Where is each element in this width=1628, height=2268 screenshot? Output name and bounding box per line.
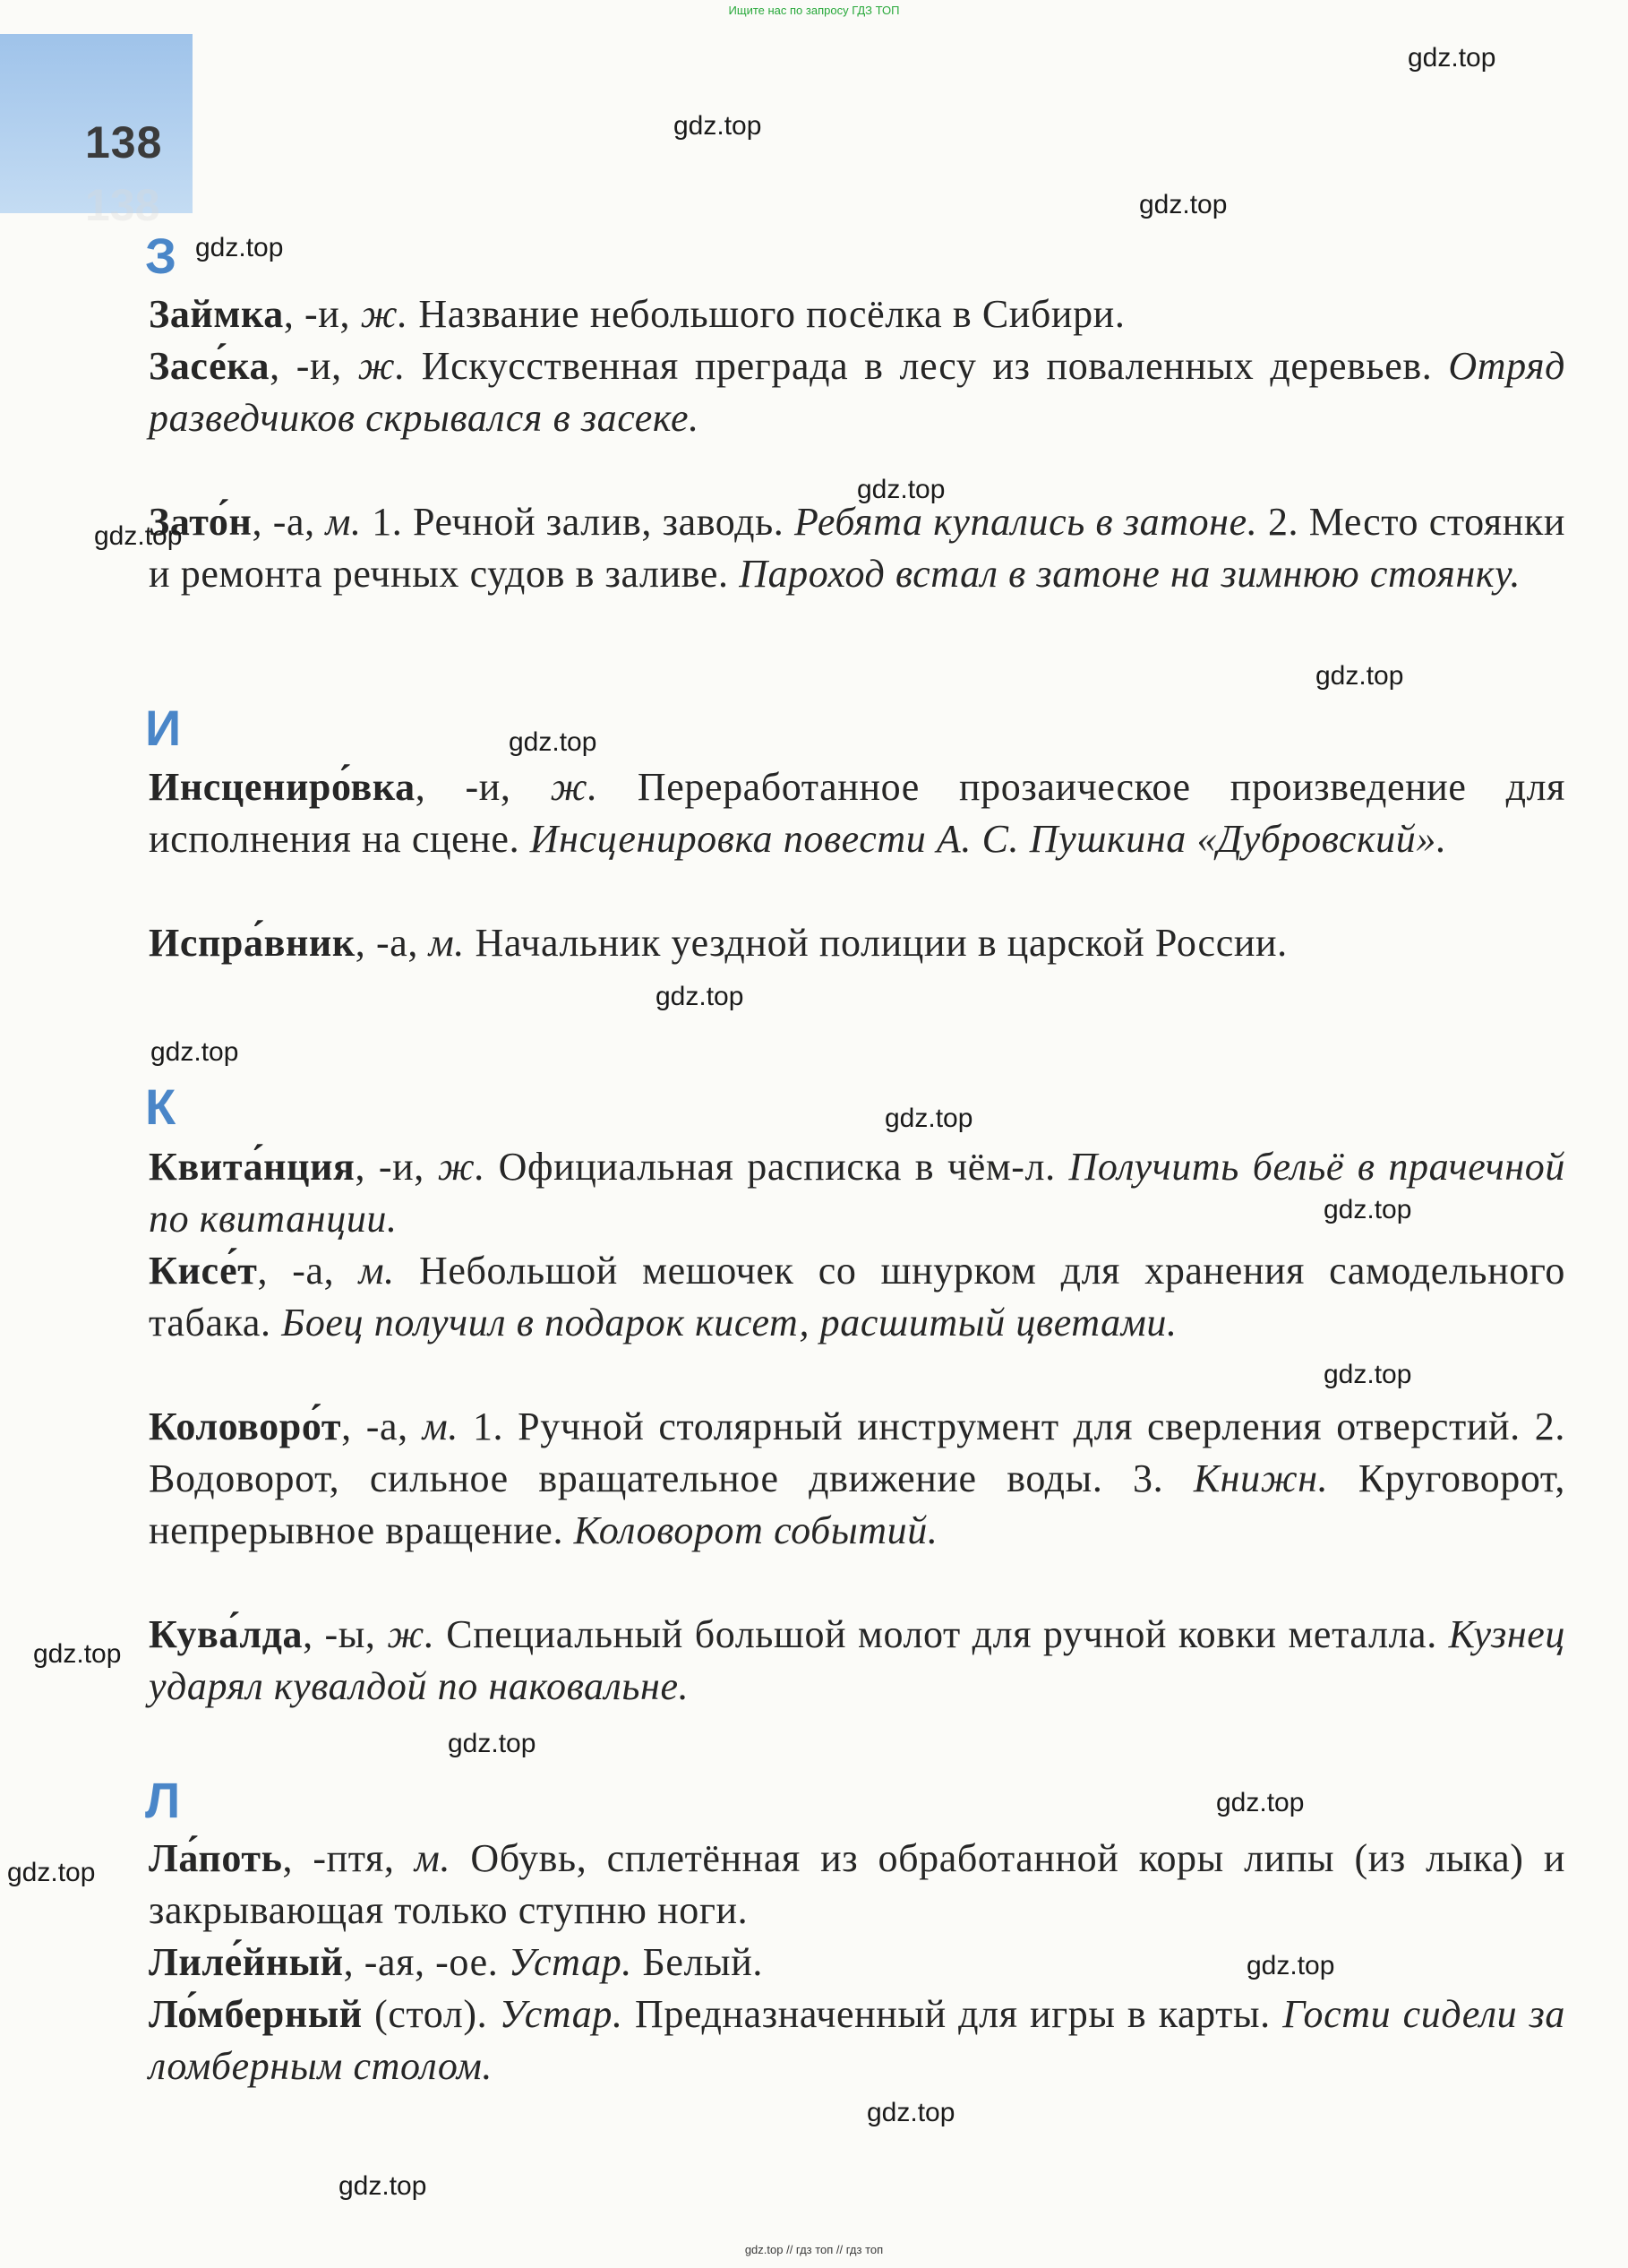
definition: Небольшой мешочек со шнурком для хранения самодельного табака.: [149, 1249, 1565, 1344]
example: Отряд разведчиков скрывался в засеке.: [149, 344, 1565, 440]
entry-lapot: [149, 1833, 1565, 1937]
watermark-text: gdz.top: [1324, 1360, 1412, 1389]
definition: Название небольшого посёлка в Сибири.: [407, 292, 1126, 336]
definition-2: Круговорот, непрерывное вращение.: [149, 1456, 1565, 1552]
headword: Засе́ка: [149, 344, 270, 388]
footer-links[interactable]: gdz.top // гдз топ // гдз топ: [744, 2243, 884, 2256]
watermark-text: gdz.top: [448, 1729, 536, 1758]
watermark-text: gdz.top: [1216, 1788, 1305, 1817]
headword: Испра́вник: [149, 921, 356, 965]
entry-ispravnik: [149, 917, 1565, 969]
definition: Начальник уездной полиции в царской России.: [464, 921, 1288, 965]
section-letter-z: З: [145, 228, 177, 284]
entry-inscenirovka: [149, 761, 1565, 865]
grammar-note: , -ая, -ое.: [343, 1940, 509, 1984]
definition: Предназначенный для игры в карты.: [622, 1992, 1283, 2036]
definition: 1. Ручной столярный инструмент для сверления отверстий. 2. Водоворот, сильное вращательное движение воды. 3.: [149, 1405, 1565, 1500]
example-2: Коловорот событий.: [573, 1508, 938, 1552]
gender-mark: м.: [358, 1249, 395, 1293]
watermark-text: gdz.top: [150, 1037, 239, 1067]
watermark-text: gdz.top: [867, 2098, 955, 2127]
gender-mark: ж.: [357, 344, 406, 388]
entry-kuvalda: [149, 1609, 1565, 1713]
watermark-text: gdz.top: [195, 233, 284, 262]
gender-mark: ж.: [387, 1612, 435, 1656]
grammar-note: , -птя,: [282, 1836, 415, 1880]
gender-mark: ж.: [550, 765, 598, 809]
gender-mark: м.: [422, 1405, 458, 1448]
watermark-text: gdz.top: [338, 2171, 427, 2201]
gender-mark: м.: [325, 500, 362, 544]
watermark-text: gdz.top: [1408, 43, 1496, 73]
grammar-note: , -и,: [283, 292, 361, 336]
example: Кузнец ударял кувалдой по наковальне.: [149, 1612, 1565, 1708]
grammar-note: , -а,: [257, 1249, 359, 1293]
watermark-text: gdz.top: [857, 475, 946, 504]
grammar-note: , -ы,: [303, 1612, 388, 1656]
entry-zaton: [149, 496, 1565, 600]
headword: Займка: [149, 292, 284, 336]
watermark-text: gdz.top: [885, 1104, 973, 1133]
definition: Специальный большой молот для ручной ковки металла.: [434, 1612, 1449, 1656]
section-letter-l: Л: [145, 1772, 181, 1828]
headword: Ло́мберный: [149, 1992, 363, 2036]
gender-mark: ж.: [360, 292, 408, 336]
entry-lileiny: [149, 1937, 1565, 1989]
watermark-text: gdz.top: [509, 727, 597, 757]
watermark-text: gdz.top: [94, 521, 183, 551]
gender-mark: ж.: [437, 1145, 485, 1189]
headword: Зато́н: [149, 500, 253, 544]
headword: Кисе́т: [149, 1249, 258, 1293]
definition: Переработанное прозаическое произведение для исполнения на сцене.: [149, 765, 1565, 861]
watermark-text: gdz.top: [1247, 1951, 1335, 1980]
definition-2: 2. Место стоянки и ремонта речных судов в заливе.: [149, 500, 1565, 596]
grammar-note: , -и,: [355, 1145, 438, 1189]
definition: Белый.: [631, 1940, 763, 1984]
gender-mark: м.: [414, 1836, 451, 1880]
example-2: Пароход встал в затоне на зимнюю стоянку.: [739, 552, 1521, 596]
top-search-hint[interactable]: Ищите нас по запросу ГДЗ ТОП: [728, 4, 900, 17]
definition: Официальная расписка в чём-л.: [484, 1145, 1069, 1189]
entry-kvitanciya: [149, 1141, 1565, 1245]
section-letter-k: К: [145, 1078, 176, 1135]
grammar-note: , -а,: [252, 500, 326, 544]
headword: Коловоро́т: [149, 1405, 342, 1448]
watermark-text: gdz.top: [1315, 661, 1404, 691]
entry-zaimka: [149, 288, 1565, 340]
example: Инсценировка повести А. С. Пушкина «Дубровский».: [529, 817, 1447, 861]
entry-kolovorot: [149, 1401, 1565, 1557]
watermark-text: gdz.top: [655, 982, 744, 1011]
watermark-text: gdz.top: [1139, 190, 1228, 219]
bleed-through-page-number: 138: [85, 180, 160, 230]
entry-lomberny: [149, 1989, 1565, 2092]
watermark-text: gdz.top: [7, 1858, 96, 1887]
style-mark: Устар.: [508, 1940, 632, 1984]
definition: Обувь, сплетённая из обработанной коры липы (из лыка) и закрывающая только ступню ноги.: [149, 1836, 1565, 1932]
definition: Искусственная преграда в лесу из поваленных деревьев.: [405, 344, 1449, 388]
example: Книжн.: [1193, 1456, 1329, 1500]
example: Боец получил в подарок кисет, расшитый цветами.: [281, 1301, 1178, 1344]
gender-mark: м.: [428, 921, 465, 965]
section-letter-i: И: [145, 700, 182, 756]
headword: Кува́лда: [149, 1612, 304, 1656]
grammar-note: (стол).: [362, 1992, 500, 2036]
watermark-text: gdz.top: [33, 1639, 122, 1669]
grammar-note: , -а,: [341, 1405, 423, 1448]
example: Гости сидели за ломберным столом.: [149, 1992, 1565, 2088]
headword: Ла́поть: [149, 1836, 283, 1880]
example: Получить бельё в прачечной по квитанции.: [149, 1145, 1565, 1241]
example: Ребята купались в затоне.: [793, 500, 1258, 544]
definition: 1. Речной залив, заводь.: [361, 500, 794, 544]
headword: Квита́нция: [149, 1145, 356, 1189]
grammar-note: , -и,: [415, 765, 551, 809]
headword: Инсцениро́вка: [149, 765, 416, 809]
watermark-text: gdz.top: [1324, 1195, 1412, 1224]
grammar-note: , -и,: [270, 344, 358, 388]
page-number: 138: [85, 117, 163, 168]
style-mark: Устар.: [499, 1992, 623, 2036]
headword: Лиле́йный: [149, 1940, 344, 1984]
grammar-note: , -а,: [355, 921, 429, 965]
entry-zaseka: [149, 340, 1565, 444]
entry-kiset: [149, 1245, 1565, 1349]
watermark-text: gdz.top: [673, 111, 762, 141]
